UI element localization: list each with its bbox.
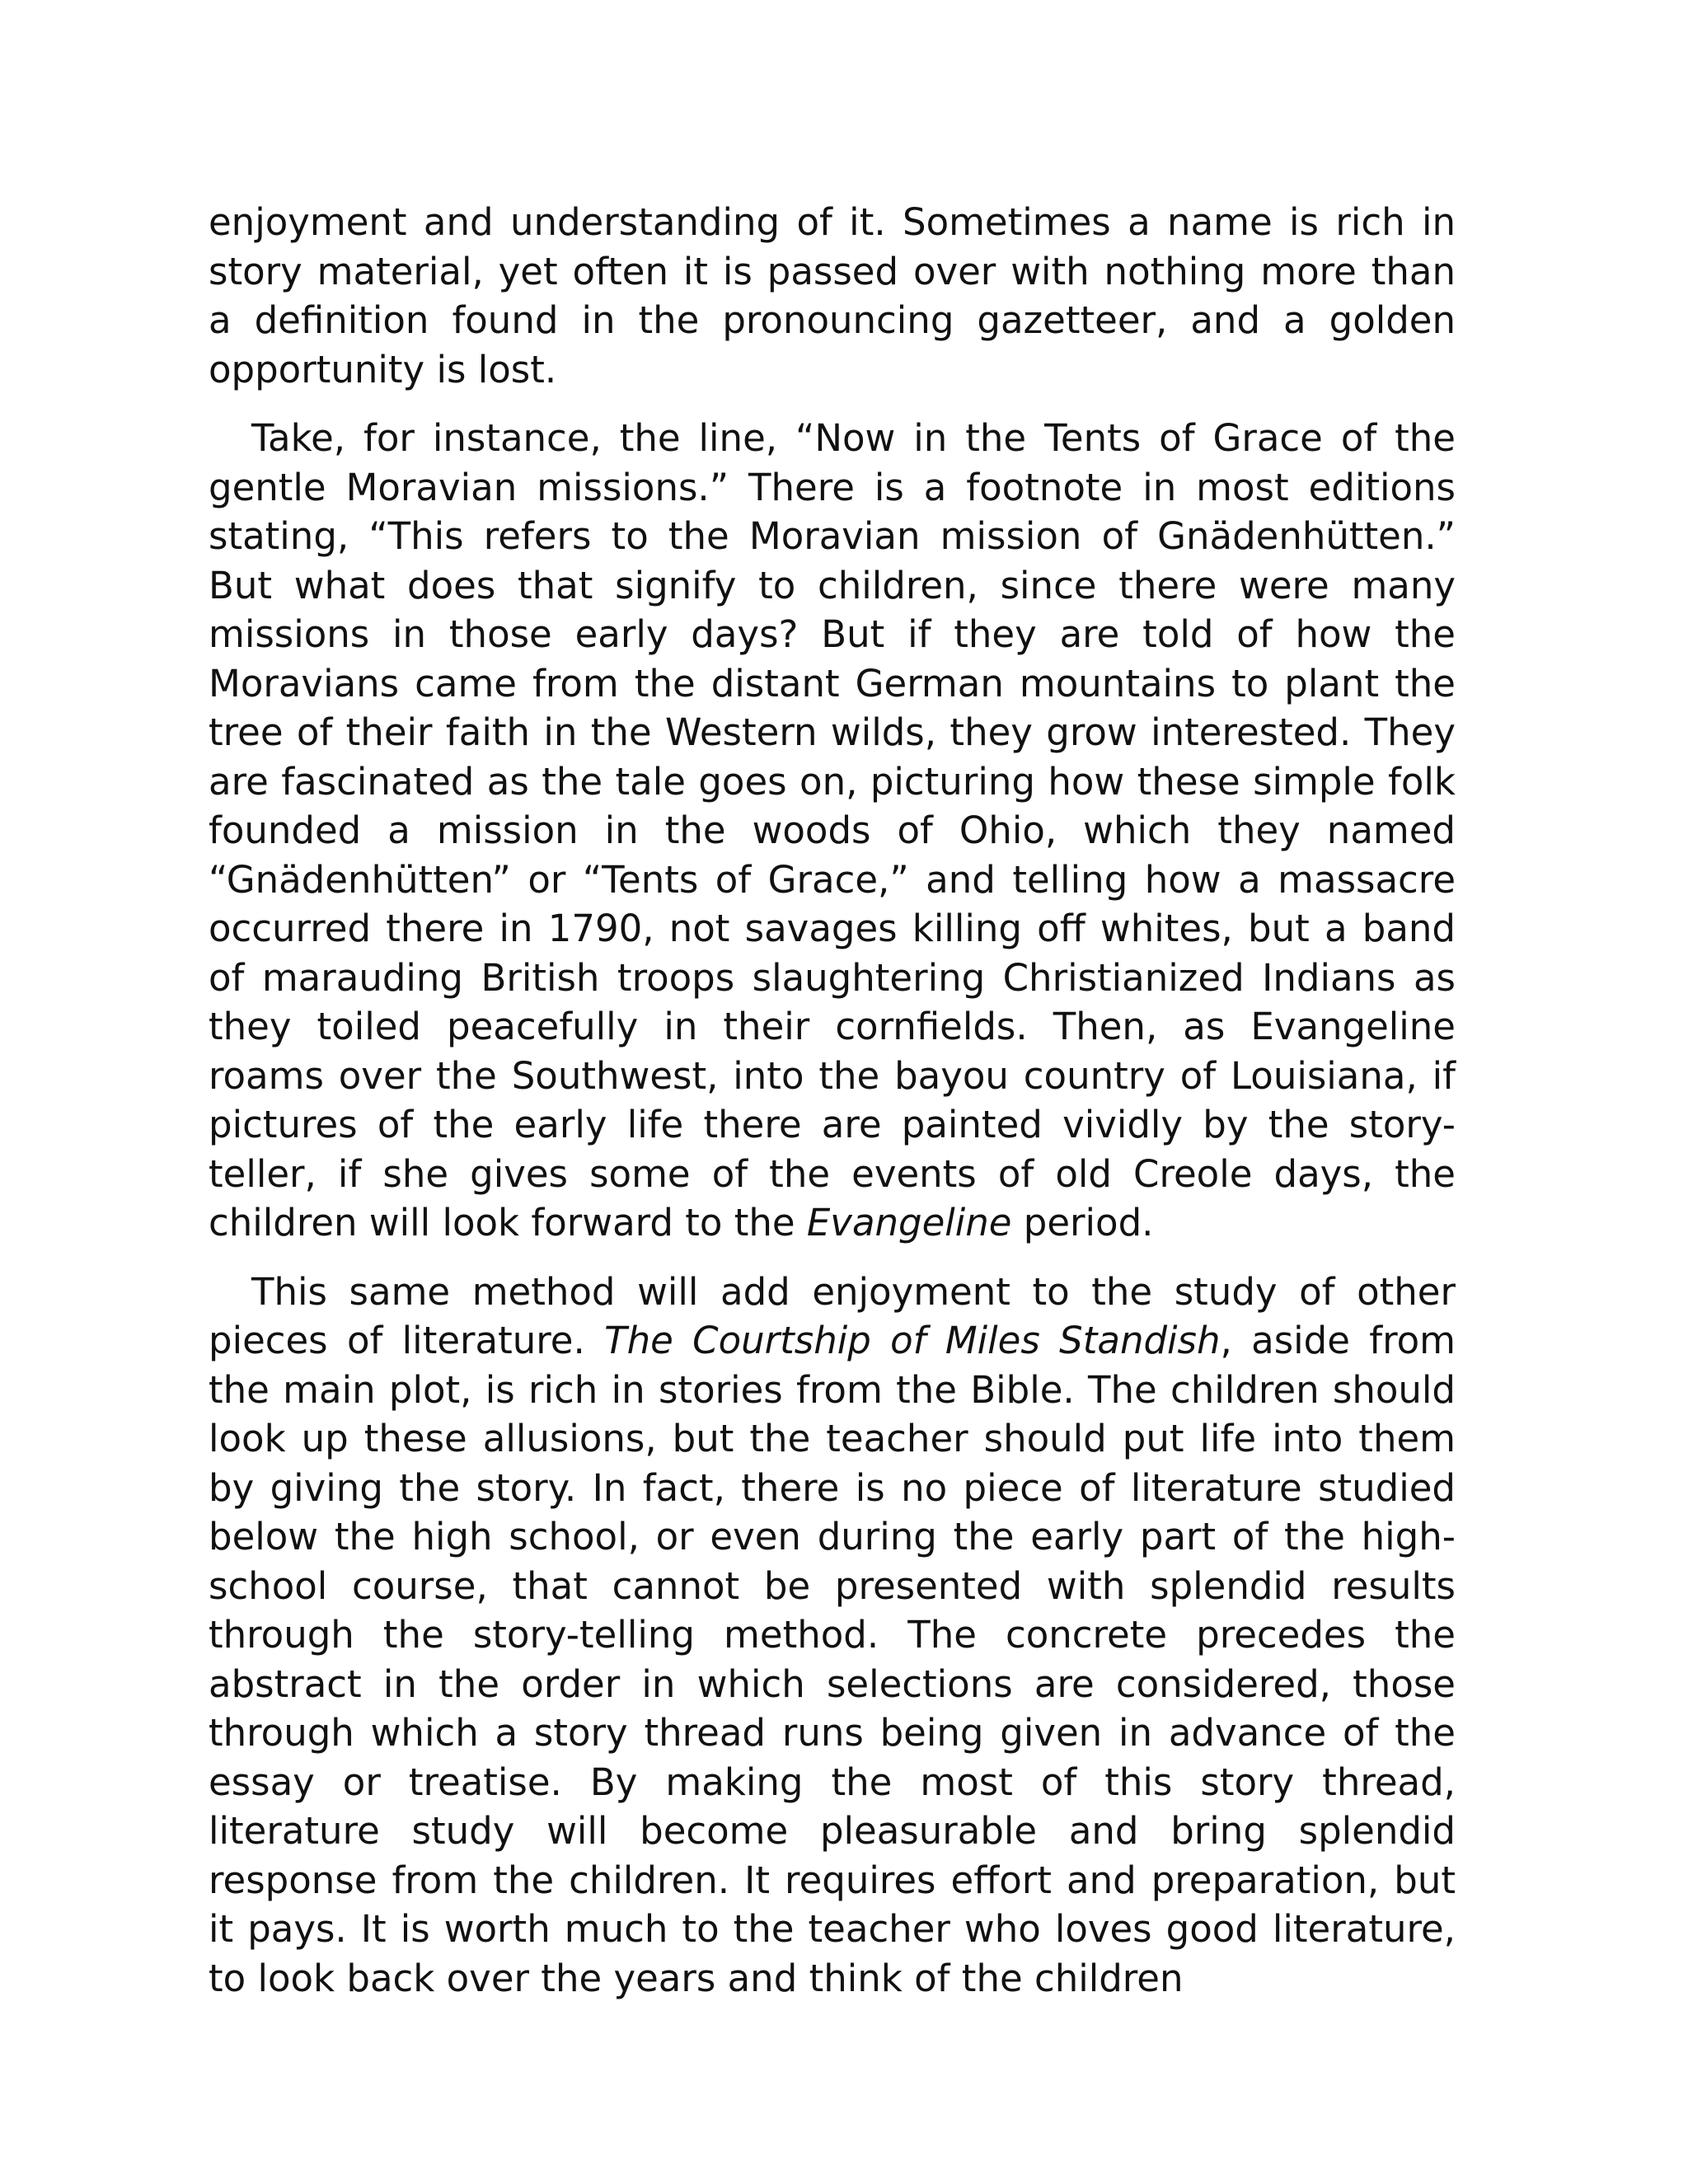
paragraph	[209, 414, 1456, 1248]
paragraph	[209, 1268, 1456, 2004]
paragraph	[209, 198, 1456, 394]
text-run: enjoyment and understanding of it. Sometimes a name is rich in story material, yet often it is passed over with nothing more than a definition found in the pronouncing gazetteer, and a golden opportunity is lost.	[209, 200, 1456, 391]
italic-title: The Courtship of Miles Standish	[604, 1319, 1221, 1362]
italic-title: Evangeline	[806, 1201, 1012, 1244]
text-run: This same method will add enjoyment to the study of other pieces of literature.	[209, 1269, 1456, 1362]
text-run: period.	[1011, 1201, 1154, 1244]
text-run: Take, for instance, the line, “Now in the Tents of Grace of the gentle Moravian missions.” There is a footnote in most editions stating, “This refers to the Moravian mission of Gnädenhütten.” But what does that signify to children, since there were many missions in those early days? But if they are told of how the Moravians came from the distant German mountains to plant the tree of their faith in the Western wilds, they grow interested. They are fascinated as the tale goes on, picturing how these simple folk founded a mission in the woods of Ohio, which they named “Gnädenhütten” or “Tents of Grace,” and telling how a massacre occurred there in 1790, not savages killing off whites, but a band of marauding British troops slaughtering Christianized Indians as they toiled peacefully in their cornfields. Then, as Evangeline roams over the Southwest, into the bayou country of Louisiana, if pictures of the early life there are painted vividly by the story-teller, if she gives some of the events of old Creole days, the children will look forward to the	[209, 416, 1456, 1244]
document-page	[209, 198, 1456, 2003]
text-run: , aside from the main plot, is rich in stories from the Bible. The children should look up these allusions, but the teacher should put life into them by giving the story. In fact, there is no piece of literature studied below the high school, or even during the early part of the high-school course, that cannot be presented with splendid results through the story-telling method. The concrete precedes the abstract in the order in which selections are considered, those through which a story thread runs being given in advance of the essay or treatise. By making the most of this story thread, literature study will become pleasurable and bring splendid response from the children. It requires effort and preparation, but it pays. It is worth much to the teacher who loves good literature, to look back over the years and think of the children	[209, 1319, 1456, 2000]
